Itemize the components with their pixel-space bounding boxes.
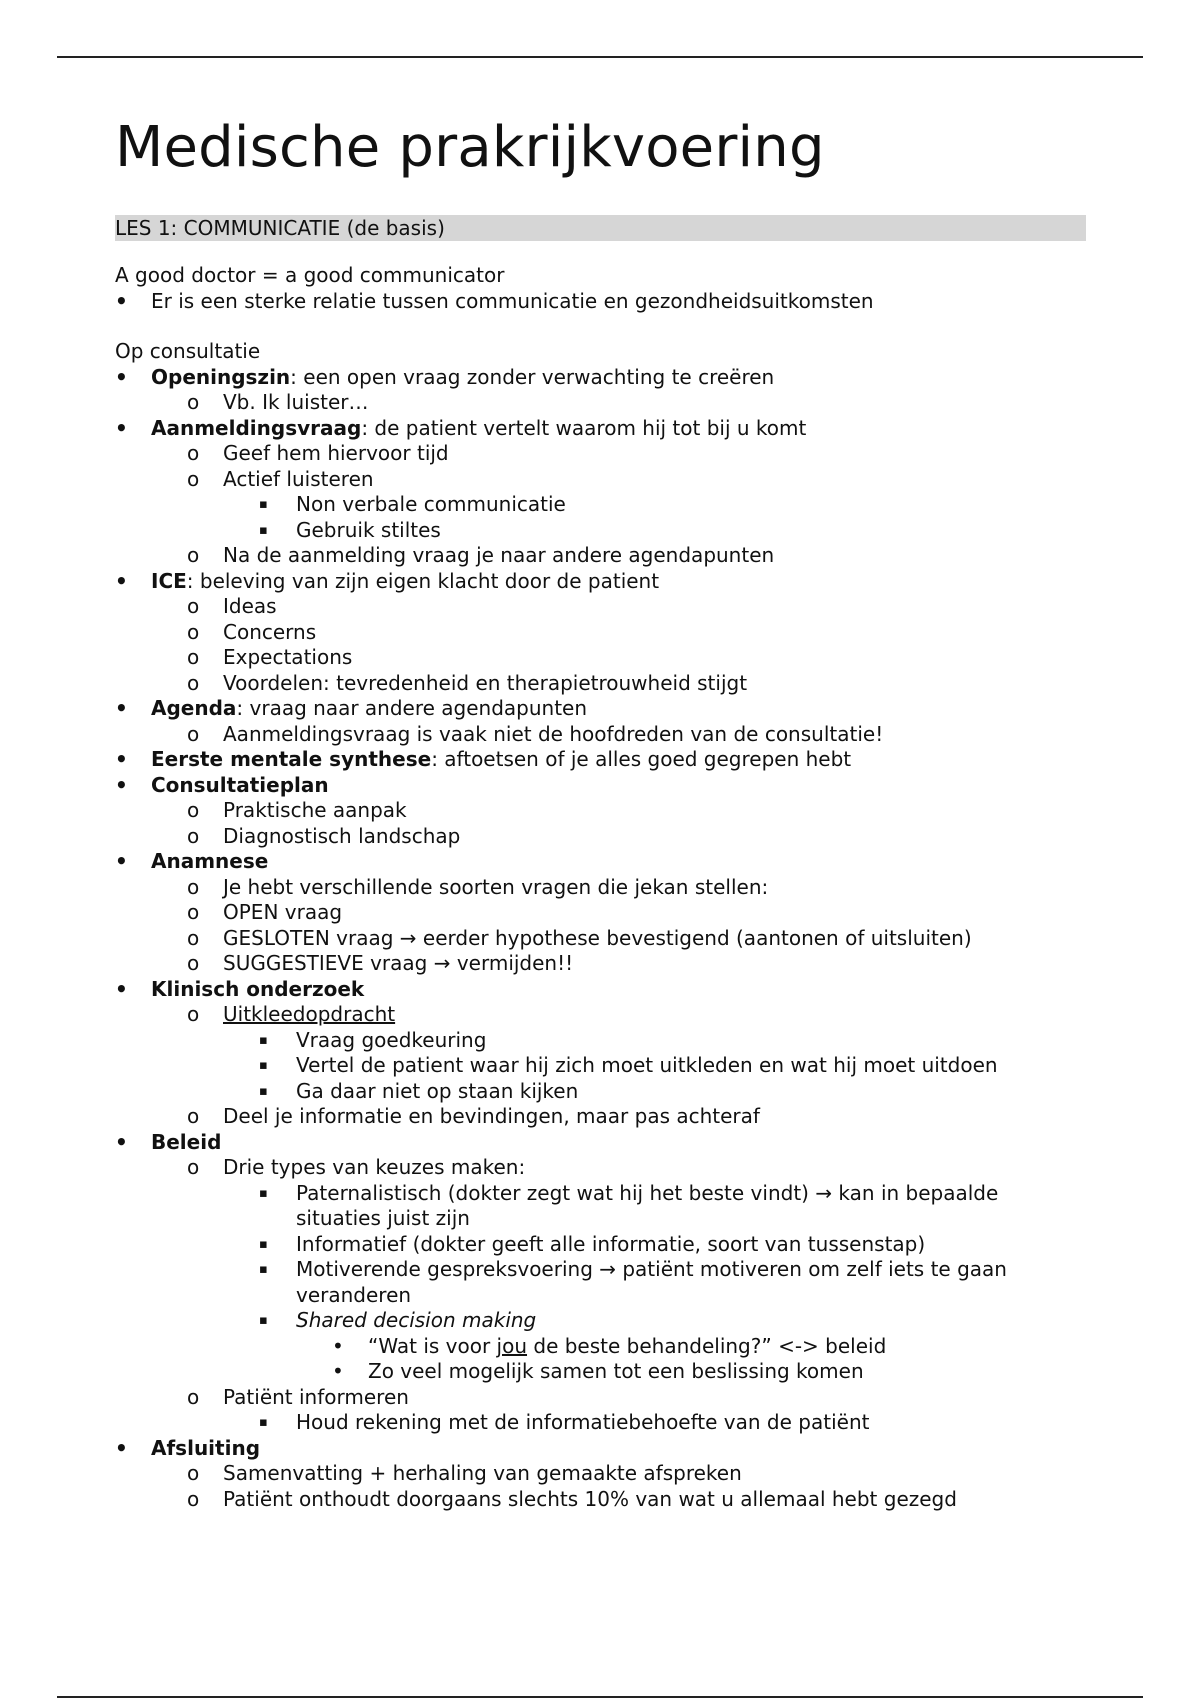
bullet-icon: • [115,568,128,593]
square-bullet-icon: ▪ [259,1058,268,1073]
list-item: o Na de aanmelding vraag je naar andere agendapunten [187,543,775,567]
list-item: o Expectations [187,645,353,669]
list-item-ice: • ICE: beleving van zijn eigen klacht door de patient [115,568,660,593]
circle-bullet-icon: o [187,925,200,950]
bottom-rule [57,1696,1143,1698]
list-item: o Ideas [187,594,277,618]
circle-bullet-icon: o [187,466,200,491]
square-bullet-icon: ▪ [259,1313,268,1328]
list-item: o Voordelen: tevredenheid en therapietrouwheid stijgt [187,670,748,695]
list-item-synthese: • Eerste mentale synthese: aftoetsen of je alles goed gegrepen hebt [115,747,852,771]
bullet-icon: • [115,364,128,389]
list-item-consultatieplan: • Consultatieplan [115,772,329,797]
bullet-icon: • [115,696,128,720]
list-item: o Je hebt verschillende soorten vragen die jekan stellen: [187,874,769,899]
circle-bullet-icon: o [187,390,200,414]
list-item-continuation: situaties juist zijn [296,1206,470,1230]
circle-bullet-icon: o [187,1104,200,1128]
list-item-continuation: veranderen [296,1282,412,1307]
list-item-anamnese: • Anamnese [115,849,269,873]
square-bullet-icon: ▪ [259,497,268,512]
circle-bullet-icon: o [187,670,200,695]
circle-bullet-icon: o [187,1155,200,1179]
bullet-icon: • [115,976,128,1001]
list-item: o Patiënt informeren [187,1384,409,1409]
square-bullet-icon: ▪ [259,1083,268,1099]
square-bullet-icon: ▪ [259,1185,268,1201]
circle-bullet-icon: o [187,645,200,669]
top-rule [57,56,1143,58]
list-item: • Zo veel mogelijk samen tot een beslissing komen [332,1359,864,1383]
square-bullet-icon: ▪ [259,1032,268,1048]
square-bullet-icon: ▪ [259,1415,268,1430]
list-item: ▪ Houd rekening met de informatiebehoefte van de patiënt [259,1410,870,1434]
circle-bullet-icon: o [187,951,200,975]
list-item: ▪ Motiverende gespreksvoering → patiënt motiveren om zelf iets te gaan [259,1257,1007,1281]
list-item-openingszin: • Openingszin: een open vraag zonder verwachting te creëren [115,364,775,389]
list-item: ▪ Ga daar niet op staan kijken [259,1078,579,1103]
circle-bullet-icon: o [187,441,200,465]
circle-bullet-icon: o [187,1384,200,1409]
bullet-icon: • [332,1359,344,1383]
circle-bullet-icon: o [187,721,200,746]
subheading: Op consultatie [115,339,261,363]
list-item: o Deel je informatie en bevindingen, maar pas achteraf [187,1104,760,1128]
list-item: o Uitkleedopdracht [187,1002,396,1026]
square-bullet-icon: ▪ [259,522,268,538]
circle-bullet-icon: o [187,874,200,899]
circle-bullet-icon: o [187,1002,200,1026]
list-item: o SUGGESTIEVE vraag → vermijden!! [187,951,574,975]
list-item: o Diagnostisch landschap [187,823,461,848]
circle-bullet-icon: o [187,1486,200,1511]
list-item: o Concerns [187,619,317,644]
list-item: o Actief luisteren [187,466,374,491]
list-item: ▪ Gebruik stiltes [259,517,441,542]
list-item: ▪ Shared decision making [259,1308,537,1332]
circle-bullet-icon: o [187,543,200,567]
list-item-afsluiting: • Afsluiting [115,1435,261,1460]
list-item-klinisch-onderzoek: • Klinisch onderzoek [115,976,365,1001]
list-item: • “Wat is voor jou de beste behandeling?” <-> beleid [332,1333,887,1358]
list-item: ▪ Non verbale communicatie [259,492,566,516]
bullet-icon: • [115,415,128,440]
circle-bullet-icon: o [187,1461,200,1485]
list-item: o Drie types van keuzes maken: [187,1155,526,1179]
list-item: o Patiënt onthoudt doorgaans slechts 10% van wat u allemaal hebt gezegd [187,1486,957,1511]
document-title: Medische prakrijkvoering [115,115,825,180]
circle-bullet-icon: o [187,619,200,644]
list-item: o Vb. Ik luister… [187,390,369,414]
list-item: ▪ Paternalistisch (dokter zegt wat hij het beste vindt) → kan in bepaalde [259,1180,999,1205]
square-bullet-icon: ▪ [259,1236,268,1252]
list-item-aanmeldingsvraag: • Aanmeldingsvraag: de patient vertelt waarom hij tot bij u komt [115,415,807,440]
list-item-agenda: • Agenda: vraag naar andere agendapunten [115,696,588,720]
list-item: ▪ Vertel de patient waar hij zich moet uitkleden en wat hij moet uitdoen [259,1053,998,1077]
section-heading: LES 1: COMMUNICATIE (de basis) [115,215,1086,241]
list-item-beleid: • Beleid [115,1129,222,1154]
bullet-icon: • [332,1333,344,1358]
list-item: o Geef hem hiervoor tijd [187,441,449,465]
list-item: ▪ Informatief (dokter geeft alle informatie, soort van tussenstap) [259,1231,926,1256]
document-body [115,108,1090,1512]
list-item: o Praktische aanpak [187,798,407,822]
bullet-icon: • [115,747,128,771]
list-item: o GESLOTEN vraag → eerder hypothese bevestigend (aantonen of uitsluiten) [187,925,972,950]
circle-bullet-icon: o [187,900,200,924]
square-bullet-icon: ▪ [259,1262,268,1277]
bullet-icon: • [115,288,128,313]
circle-bullet-icon: o [187,798,200,822]
list-item: o Aanmeldingsvraag is vaak niet de hoofdreden van de consultatie! [187,721,884,746]
intro-line: A good doctor = a good communicator [115,263,505,287]
list-item: o OPEN vraag [187,900,343,924]
bullet-icon: • [115,1129,128,1154]
list-item: • Er is een sterke relatie tussen communicatie en gezondheidsuitkomsten [115,288,874,313]
list-item: o Samenvatting + herhaling van gemaakte afspreken [187,1461,742,1485]
circle-bullet-icon: o [187,823,200,848]
bullet-icon: • [115,849,128,873]
bullet-icon: • [115,1435,128,1460]
circle-bullet-icon: o [187,594,200,618]
bullet-icon: • [115,772,128,797]
list-item: ▪ Vraag goedkeuring [259,1027,487,1052]
